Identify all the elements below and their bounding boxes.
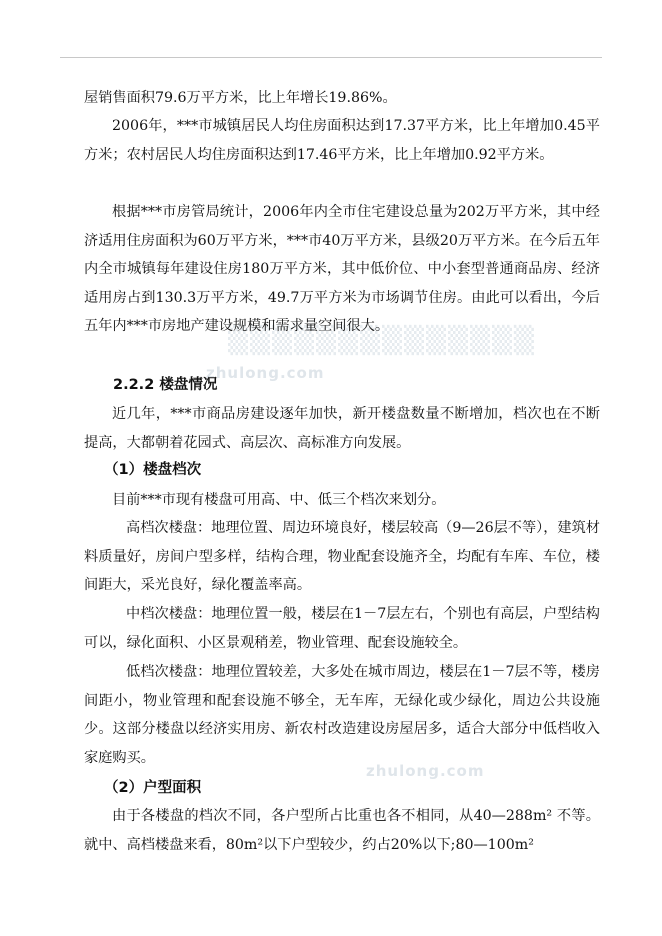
paragraph: 2006年，***市城镇居民人均住房面积达到17.37平方米，比上年增加0.45平方米；农村居民人均住房面积达到17.46平方米，比上年增加0.92平方米。: [84, 118, 600, 163]
paragraph: 由于各楼盘的档次不同，各户型所占比重也各不相同，从40—288m² 不等。就中、高档楼盘来看，80m²以下户型较少，约占20%以下;80—100m²: [84, 808, 600, 853]
watermark-logo: ▒▒▒▒▒▒▒▒▒▒▒▒▒▒: [228, 326, 536, 356]
paragraph: 近几年，***市商品房建设逐年加快，新开楼盘数量不断增加，档次也在不断提高，大都朝着花园式、高层次、高标准方向发展。: [84, 406, 600, 451]
subsection-heading: （1）楼盘档次: [104, 462, 202, 478]
paragraph: 中档次楼盘：地理位置一般，楼层在1－7层左右，个别也有高层，户型结构可以，绿化面积、小区景观稍差，物业管理、配套设施较全。: [84, 606, 600, 651]
header-rule: [60, 57, 602, 58]
watermark-text: zhulong.com: [366, 762, 485, 780]
paragraph: 屋销售面积79.6万平方米，比上年增长19.86%。: [84, 90, 397, 106]
watermark-text: zhulong.com: [206, 364, 325, 382]
paragraph: 高档次楼盘：地理位置、周边环境良好，楼层较高（9—26层不等），建筑材料质量好，房间户型多样，结构合理，物业配套设施齐全，均配有车库、车位，楼间距大，采光良好，绿化覆盖率高。: [84, 520, 600, 593]
paragraph: 根据***市房管局统计，2006年内全市住宅建设总量为202万平方米，其中经济适用住房面积为60万平方米，***市40万平方米，县级20万平方米。在今后五年内全市城镇每年建设住房180万平方米，其中低价位、中小套型普通商品房、经济适用房占到130.3万平方米，49.7万平方米为市场调节住房。由此可以看出，今后五年内***市房地产建设规模和需求量空间很大。: [84, 204, 600, 334]
subsection-heading: （2）户型面积: [104, 780, 202, 796]
paragraph: 目前***市现有楼盘可用高、中、低三个档次来划分。: [112, 492, 446, 508]
paragraph: 低档次楼盘：地理位置较差，大多处在城市周边，楼层在1－7层不等，楼房间距小，物业管理和配套设施不够全，无车库，无绿化或少绿化，周边公共设施少。这部分楼盘以经济实用房、新农村改造建设房屋居多，适合大部分中低档收入家庭购买。: [84, 664, 600, 766]
section-heading: 2.2.2 楼盘情况: [113, 377, 218, 393]
